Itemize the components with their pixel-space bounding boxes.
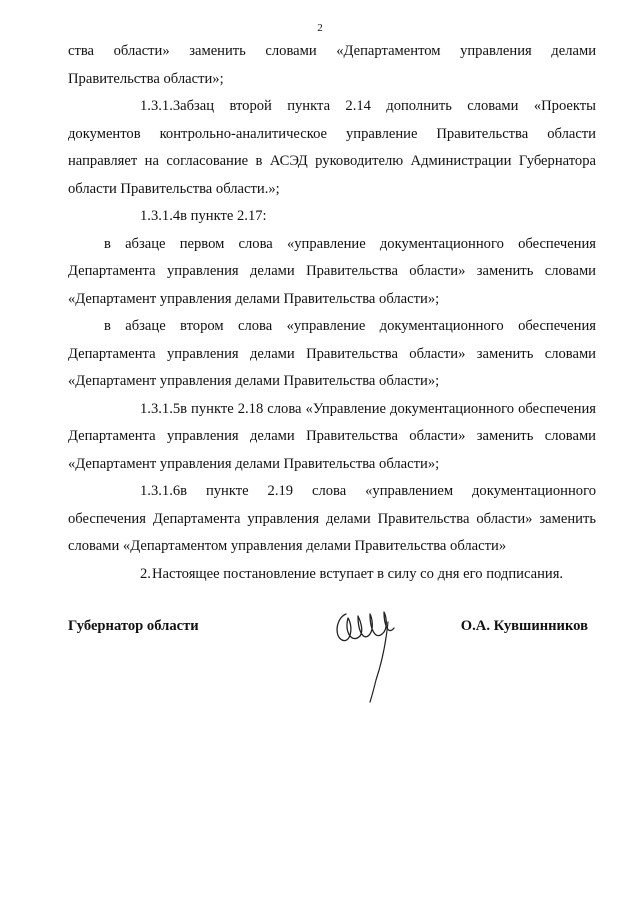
paragraph-abzac-second — [68, 313, 596, 396]
signatory-name: О.А. Кувшинников — [460, 618, 588, 634]
document-body — [68, 38, 596, 588]
signatory-title: Губернатор области — [68, 618, 199, 634]
paragraph-1-3-1-4 — [68, 203, 596, 231]
handwritten-signature-icon — [332, 602, 402, 712]
clause-number: 2. — [140, 565, 151, 582]
clause-number: 1.3.1.3 — [140, 98, 181, 114]
clause-number: 1.3.1.5 — [140, 400, 181, 417]
paragraph-text: ства области» заменить словами «Департаментом управления делами Правительства области»; — [68, 43, 596, 87]
paragraph-text: Настоящее постановление вступает в силу со дня его подписания. — [152, 565, 564, 582]
paragraph-1-3-1-6 — [68, 478, 596, 561]
clause-number: 1.3.1.4 — [140, 208, 181, 224]
paragraph-abzac-first — [68, 231, 596, 314]
page-number: 2 — [317, 22, 323, 34]
paragraph-2 — [68, 561, 596, 589]
paragraph-text: в пункте 2.17: — [180, 208, 267, 224]
paragraph-continuation — [68, 38, 596, 93]
paragraph-text: в абзаце первом слова «управление документационного обеспечения Департамента управления делами Правительства области» заменить словами «Департамент управления делами Правительства области»; — [68, 235, 596, 307]
paragraph-text: в пункте 2.19 слова «управлением документационного обеспечения Департамента управления делами Правительства области» заменить словами «Департаментом управления делами Правительства области» — [68, 483, 596, 554]
paragraph-1-3-1-3 — [68, 93, 596, 203]
paragraph-text: в пункте 2.18 слова «Управление документационного обеспечения Департамента управления делами Правительства области» заменить словами «Департамент управления делами Правительства области»; — [68, 400, 596, 472]
paragraph-1-3-1-5 — [68, 396, 596, 479]
paragraph-text: абзац второй пункта 2.14 дополнить словами «Проекты документов контрольно-аналитическое управление Правительства области направляет на согласование в АСЭД руководителю Администрации Губернатора области Правительства области.»; — [68, 98, 596, 197]
signature-block — [68, 612, 588, 712]
paragraph-text: в абзаце втором слова «управление документационного обеспечения Департамента управления делами Правительства области» заменить словами «Департамент управления делами Правительства области»; — [68, 318, 596, 389]
clause-number: 1.3.1.6 — [140, 483, 181, 499]
